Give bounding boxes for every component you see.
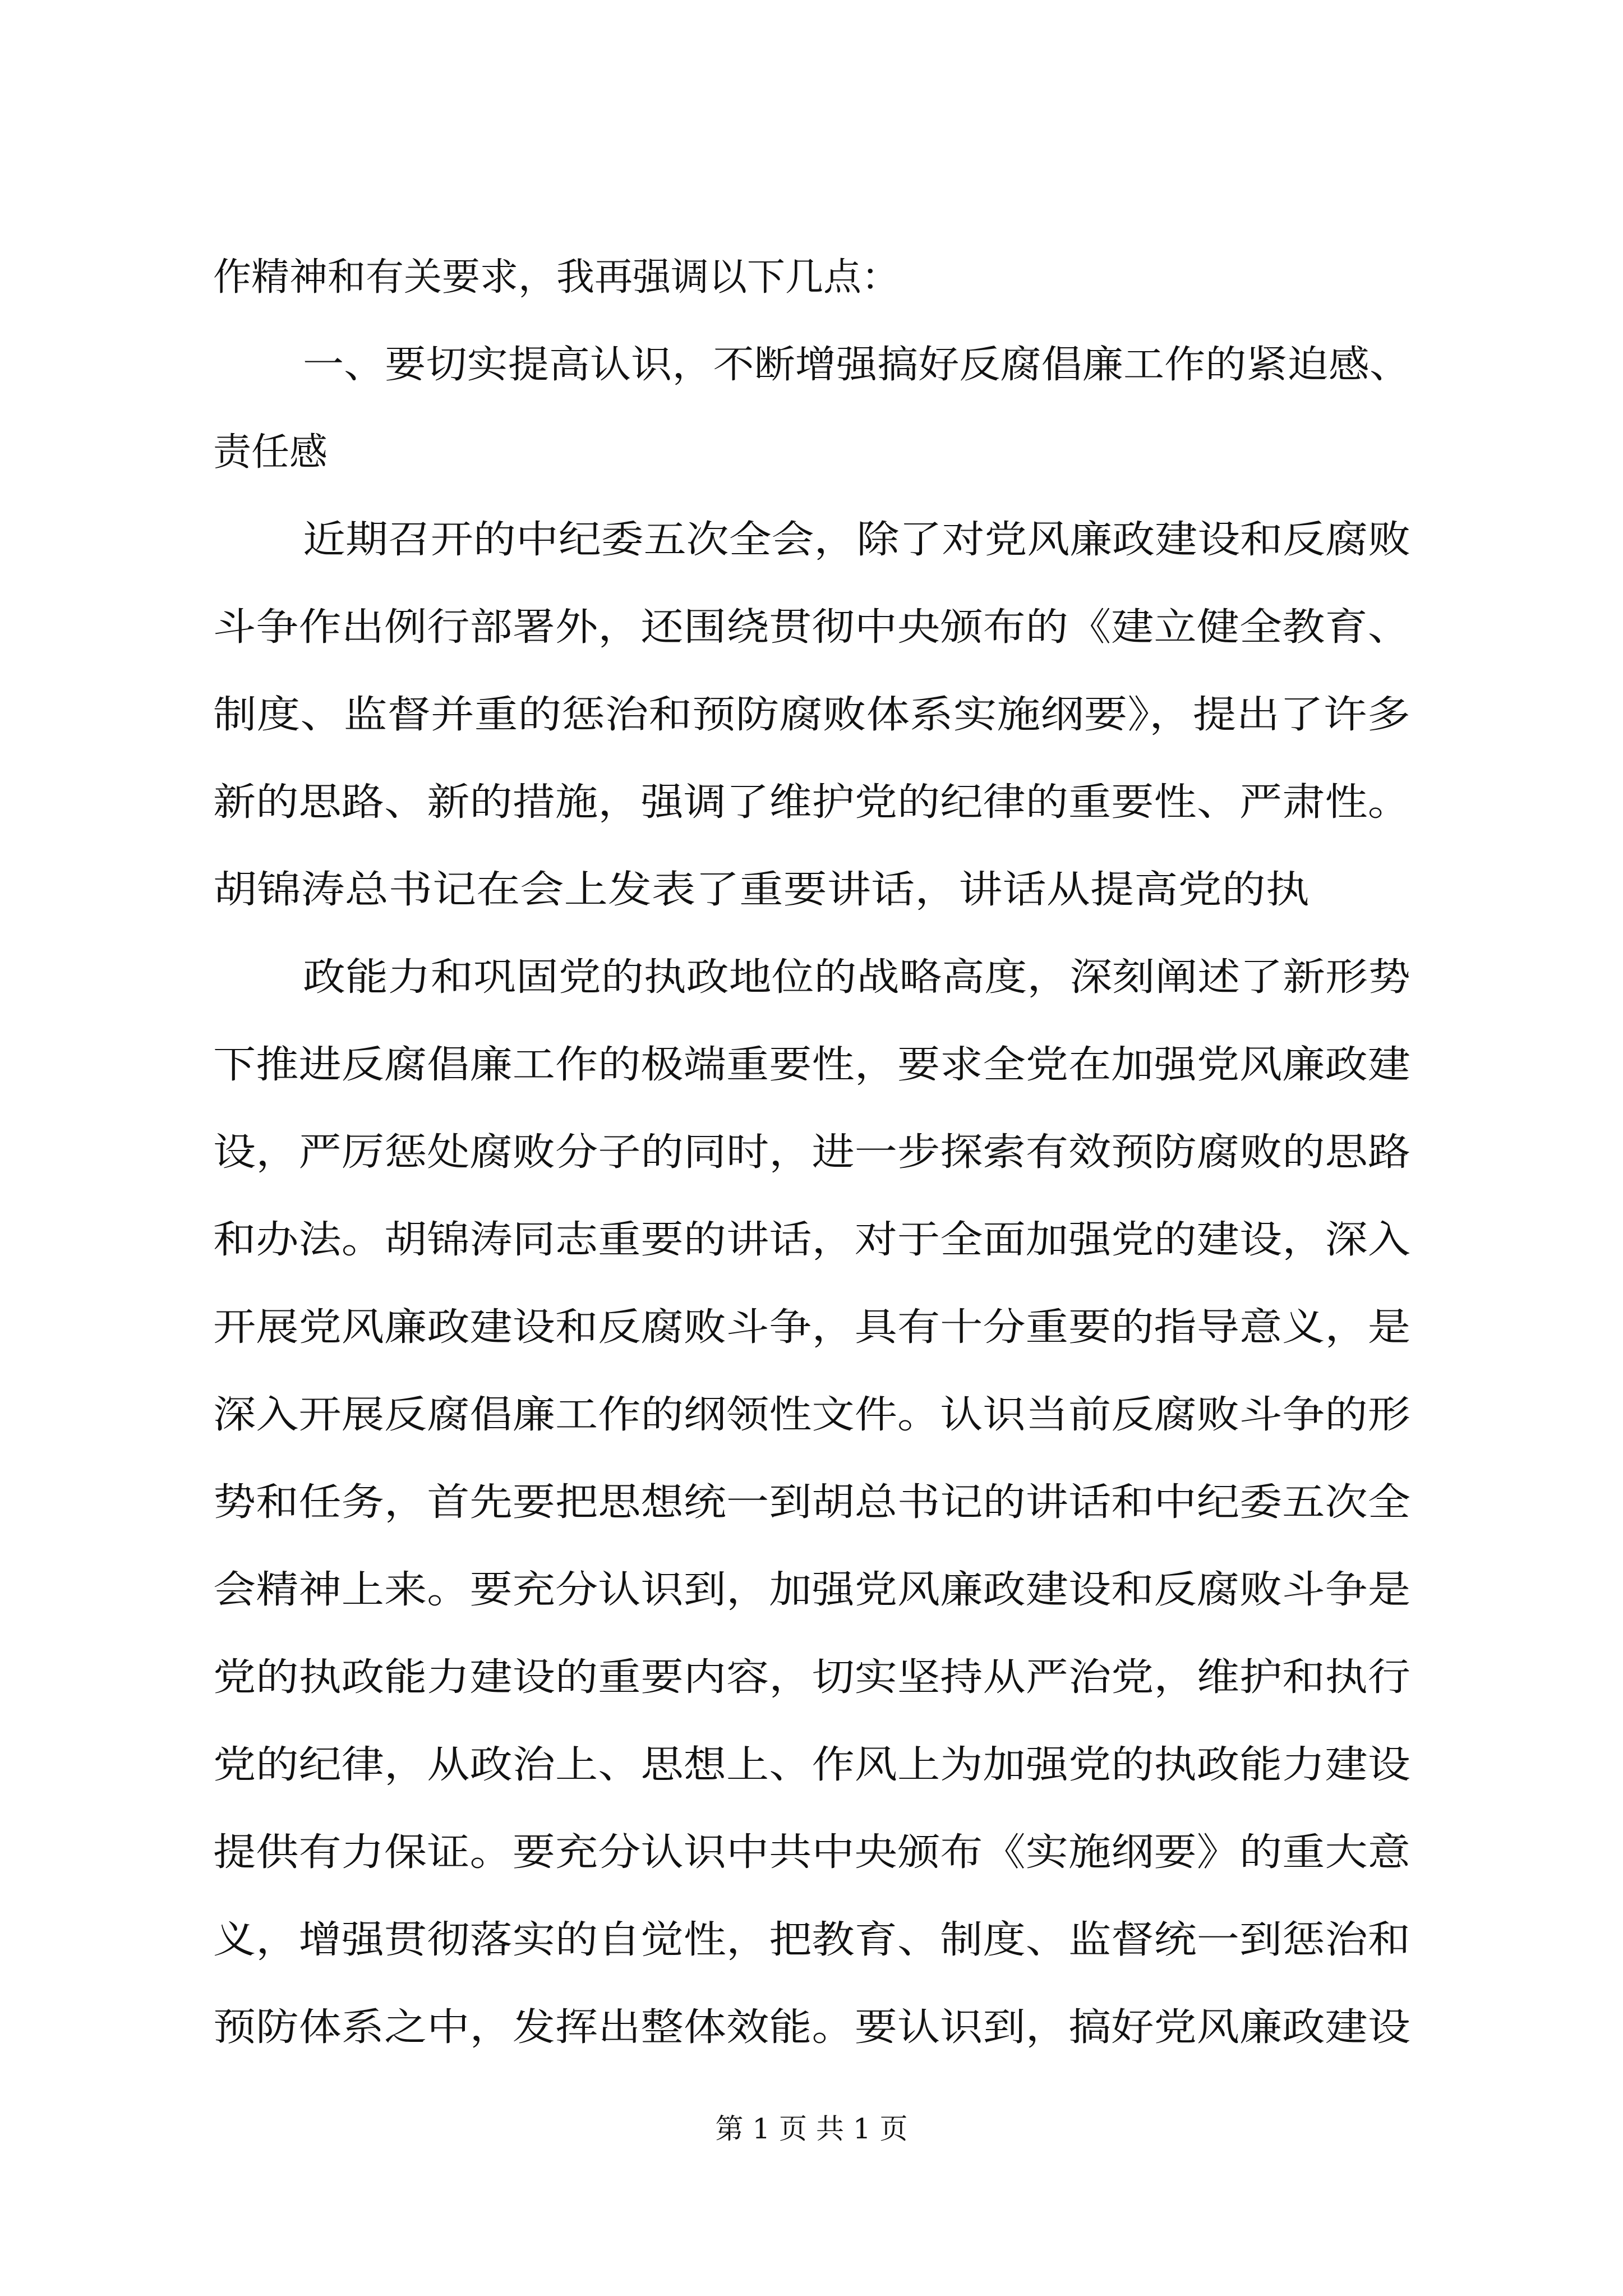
line-text: 义，增强贯彻落实的自觉性，把教育、制度、监督统一到惩治和: [213, 1918, 1410, 1962]
text-line: [0, 1822, 1623, 1884]
line-text: 党的执政能力建设的重要内容，切实坚持从严治党，维护和执行: [213, 1655, 1410, 1700]
section-heading-line: [0, 334, 1623, 396]
line-text: 深入开展反腐倡廉工作的纲领性文件。认识当前反腐败斗争的形: [213, 1393, 1410, 1437]
text-line: [0, 1997, 1623, 2059]
text-line: [0, 1297, 1623, 1359]
text-line: [0, 772, 1623, 834]
line-text: 设，严厉惩处腐败分子的同时，进一步探索有效预防腐败的思路: [213, 1130, 1410, 1175]
section-heading-text: 一、要切实提高认识，不断增强搞好反腐倡廉工作的紧迫感、: [303, 343, 1411, 387]
line-text: 作精神和有关要求，我再强调以下几点：: [213, 255, 900, 300]
line-text: 势和任务，首先要把思想统一到胡总书记的讲话和中纪委五次全: [213, 1480, 1410, 1525]
text-line: [0, 1209, 1623, 1271]
text-line: [0, 1910, 1623, 1971]
line-text: 新的思路、新的措施，强调了维护党的纪律的重要性、严肃性。: [213, 780, 1410, 825]
line-text: 和办法。胡锦涛同志重要的讲话，对于全面加强党的建设，深入: [213, 1218, 1410, 1262]
text-line: [0, 947, 1623, 1009]
line-text: 政能力和巩固党的执政地位的战略高度，深刻阐述了新形势: [303, 955, 1411, 1000]
text-line: [0, 1034, 1623, 1096]
line-text: 下推进反腐倡廉工作的极端重要性，要求全党在加强党风廉政建: [213, 1043, 1410, 1087]
text-line: [0, 1559, 1623, 1621]
text-line: [0, 597, 1623, 659]
text-line: [0, 247, 1623, 309]
line-text: 近期召开的中纪委五次全会，除了对党风廉政建设和反腐败: [303, 518, 1411, 562]
line-text: 胡锦涛总书记在会上发表了重要讲话，讲话从提高党的执: [213, 868, 1310, 912]
text-line: [0, 1472, 1623, 1534]
line-text: 党的纪律，从政治上、思想上、作风上为加强党的执政能力建设: [213, 1743, 1410, 1787]
text-line: [0, 684, 1623, 746]
text-line: [0, 1122, 1623, 1184]
line-text: 提供有力保证。要充分认识中共中央颁布《实施纲要》的重大意: [213, 1830, 1410, 1875]
text-line: [0, 1734, 1623, 1796]
section-heading-line: [0, 422, 1623, 484]
text-line: [0, 859, 1623, 921]
line-text: 斗争作出例行部署外，还围绕贯彻中央颁布的《建立健全教育、: [213, 605, 1410, 650]
page-number-footer: 第 1 页 共 1 页: [715, 2113, 908, 2145]
text-line: [0, 1647, 1623, 1709]
line-text: 会精神上来。要充分认识到，加强党风廉政建设和反腐败斗争是: [213, 1568, 1410, 1612]
line-text: 预防体系之中，发挥出整体效能。要认识到，搞好党风廉政建设: [213, 2005, 1410, 2050]
line-text: 开展党风廉政建设和反腐败斗争，具有十分重要的指导意义，是: [213, 1305, 1410, 1350]
line-text: 制度、监督并重的惩治和预防腐败体系实施纲要》，提出了许多: [213, 693, 1410, 737]
text-line: [0, 509, 1623, 571]
text-line: [0, 1384, 1623, 1446]
section-heading-text: 责任感: [213, 430, 328, 475]
